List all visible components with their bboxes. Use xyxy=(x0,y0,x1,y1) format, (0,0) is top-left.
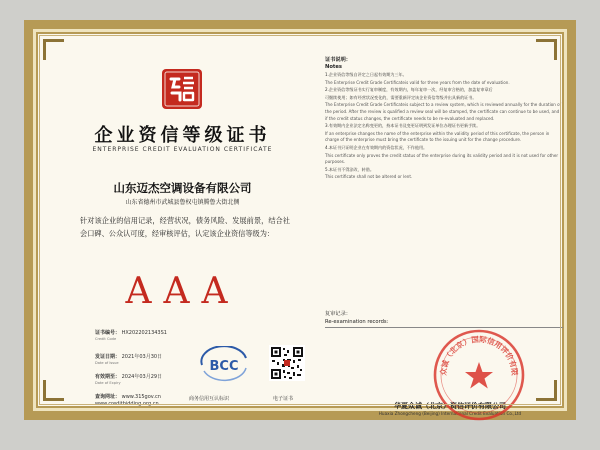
certificate-number-en: Credit Code xyxy=(95,337,117,341)
query-website-2: www.creditbidding.org.cn xyxy=(95,401,159,407)
note-4-en: This certificate only proves the credit status of the enterprise during its validity period and it is not used for other purposes. xyxy=(325,152,559,165)
reexam-label-english: Re-examination records: xyxy=(325,319,389,325)
mutual-recognition-caption: 商务信用互认标识 xyxy=(189,396,230,402)
note-4: 4.本证书只证明企业在有效期内的资信状况，不作他用。 xyxy=(325,144,428,150)
expiry-date xyxy=(95,373,162,385)
note-3: 3.有效期内企业法定名称变更的，持本证书及变更证明到发证单位办理证书更新手续。 xyxy=(325,123,481,129)
company-name: 山东迈杰空调设备有限公司 xyxy=(113,181,252,195)
notes-heading: 证书说明： xyxy=(325,57,351,63)
certificate-number-value: HX2022021343S1 xyxy=(121,330,167,336)
reexam-records xyxy=(325,310,388,326)
seal-text: 众诚（北京）国际信用评价有限 xyxy=(438,334,520,376)
note-2-cont: 可继续使用；如有经营状况变化的，需要重新评定该企业资信等级并出具新的证书。 xyxy=(325,94,477,100)
note-2-en: The Enterprise Credit Grade Certificateis subject to a review system, which is reviewed annually for the duration of the period. After the review is qualified a review seal will be stamped, the certificate can continue to be used, and if the credit status changes, the certificate needs to be re-evaluated and replaced. xyxy=(325,102,562,121)
seal-star-icon xyxy=(465,362,493,389)
certificate-number-label: 证书编号： xyxy=(95,330,121,336)
certificate-title: 企业资信等级证书 xyxy=(94,125,271,146)
bcc-logo-icon xyxy=(196,346,252,384)
query-website xyxy=(95,393,161,400)
expiry-date-value: 2024年03月29日 xyxy=(121,374,163,380)
reexam-label: 复审记录： xyxy=(325,311,351,317)
issuer-name: 华夏众诚（北京）资信评价有限公司 xyxy=(394,402,506,410)
red-seal-stamp-icon xyxy=(432,328,526,422)
credit-grade: AAA xyxy=(125,271,240,312)
note-5-en: This certificate shall not be altered or lent. xyxy=(325,174,413,180)
note-1-en: The Enterprise Credit Grade Certificateis valid for three years from the date of evaluation. xyxy=(325,79,510,85)
credit-logo-icon xyxy=(160,67,204,111)
certificate-left-page xyxy=(55,43,310,407)
evaluation-statement: 针对该企业的信用记录，经营状况，债务风险、发展前景，结合社会口碑、公众认可度，经审核评估，认定该企业资信等级为： xyxy=(80,216,290,238)
issue-date-value: 2021年03月30日 xyxy=(121,354,163,360)
notes-heading-english: Notes xyxy=(325,64,342,70)
certificate-frame xyxy=(24,20,576,420)
issue-date xyxy=(95,353,162,365)
e-certificate-caption: 电子证书 xyxy=(273,396,294,402)
note-5: 5.本证书不得涂改、转借。 xyxy=(325,166,374,172)
issuer-name-english: Huaxia Zhongcheng (Beijing) International Credit Evaluation Co.,Ltd xyxy=(378,411,522,416)
note-3-en: If an enterprise changes the name of the enterprise within the validity period of this certificate, the person in charge of the enterprise must bring the certificate to the issuing unit for the change procedure. xyxy=(325,130,550,143)
expiry-date-label: 有效期至： xyxy=(95,374,121,380)
query-website-2-row xyxy=(95,401,159,407)
note-1: 1.企业资信等级自评定之日起有效期为三年。 xyxy=(325,72,407,77)
issue-date-label: 发证日期： xyxy=(95,354,121,360)
query-website-label: 查询网址： xyxy=(95,394,121,400)
certificate-title-english: ENTERPRISE CREDIT EVALUATION CERTIFICATE xyxy=(92,146,273,153)
qr-code-icon xyxy=(269,345,305,381)
query-website-1: www.315gov.cn xyxy=(121,394,161,400)
issue-date-en: Date of Issue xyxy=(95,361,119,365)
certificate-number xyxy=(95,329,167,341)
note-2: 2.企业资信等级证书实行复审制度，有效期内，每年复审一次，经复审合格的，加盖复审章后 xyxy=(325,87,493,93)
expiry-date-en: Date of Expiry xyxy=(95,381,121,385)
company-address: 山东省德州市武城县鲁权屯镇腾鲁大街北侧 xyxy=(125,199,240,206)
bcc-logo-text: BCC xyxy=(209,359,239,374)
